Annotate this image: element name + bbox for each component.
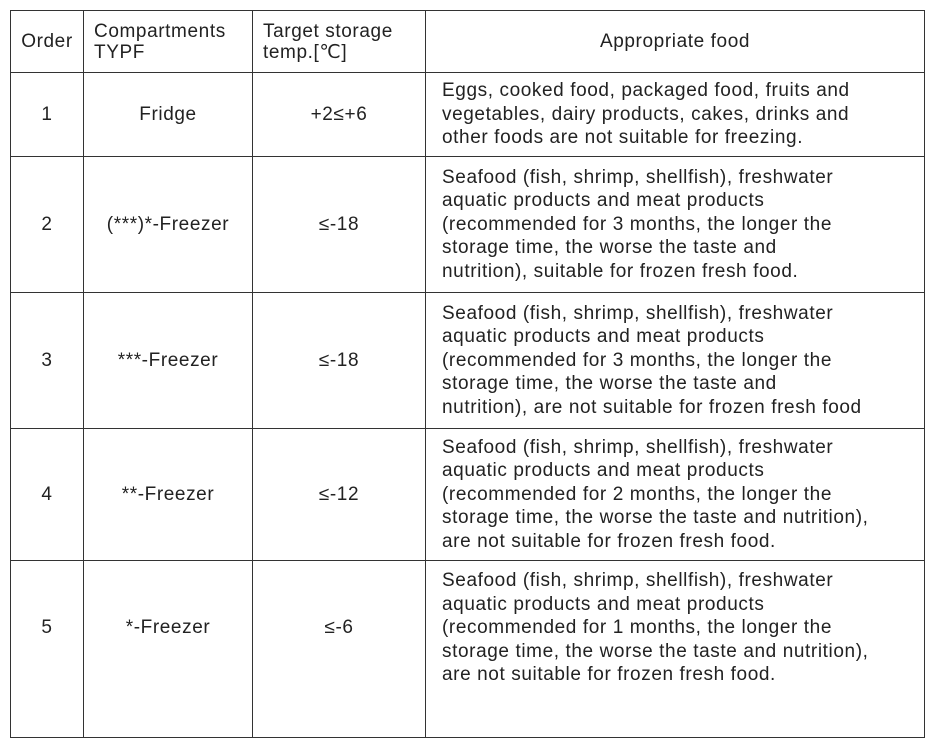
cell-food — [426, 73, 925, 157]
cell-temp: ≤-18 — [253, 157, 426, 293]
food-text: Seafood (fish, shrimp, shellfish), freshwater aquatic products and meat products (recommended for 3 months, the longer the storage time, the worse the taste and nutrition), suitable for frozen fresh food. — [442, 166, 834, 282]
cell-temp: ≤-12 — [253, 429, 426, 561]
table-row — [11, 73, 925, 157]
cell-order: 2 — [11, 157, 84, 293]
header-compartments-line2: TYPF — [94, 41, 145, 63]
cell-temp: +2≤+6 — [253, 73, 426, 157]
food-text: Seafood (fish, shrimp, shellfish), freshwater aquatic products and meat products (recommended for 3 months, the longer the storage time, the worse the taste and nutrition), are not suitable for frozen fresh food — [442, 302, 862, 418]
cell-order: 4 — [11, 429, 84, 561]
table-row — [11, 561, 925, 738]
cell-compartment: Fridge — [84, 73, 253, 157]
cell-compartment: ***-Freezer — [84, 293, 253, 429]
header-appropriate-food: Appropriate food — [426, 11, 925, 73]
header-order: Order — [11, 11, 84, 73]
header-temp-line1: Target storage — [263, 20, 393, 42]
table-header-row — [11, 11, 925, 73]
cell-order: 3 — [11, 293, 84, 429]
header-compartments — [84, 11, 253, 73]
food-text: Eggs, cooked food, packaged food, fruits and vegetables, dairy products, cakes, drinks and other foods are not suitable for freezing. — [442, 80, 850, 149]
food-text: Seafood (fish, shrimp, shellfish), freshwater aquatic products and meat products (recommended for 2 months, the longer the storage time, the worse the taste and nutrition), are not suitable for frozen fresh food. — [442, 436, 869, 552]
cell-order: 5 — [11, 561, 84, 738]
cell-food — [426, 561, 925, 738]
table-row — [11, 157, 925, 293]
cell-food — [426, 293, 925, 429]
header-compartments-line1: Compartments — [94, 20, 226, 42]
header-temp-line2: temp.[℃] — [263, 41, 348, 63]
cell-temp: ≤-18 — [253, 293, 426, 429]
cell-compartment: *-Freezer — [84, 561, 253, 738]
food-text: Seafood (fish, shrimp, shellfish), freshwater aquatic products and meat products (recommended for 1 months, the longer the storage time, the worse the taste and nutrition), are not suitable for frozen fresh food. — [442, 570, 869, 685]
food-storage-table — [10, 10, 925, 738]
cell-food — [426, 429, 925, 561]
cell-compartment: (***)*-Freezer — [84, 157, 253, 293]
table-row — [11, 293, 925, 429]
cell-temp: ≤-6 — [253, 561, 426, 738]
header-target-temp — [253, 11, 426, 73]
cell-compartment: **-Freezer — [84, 429, 253, 561]
cell-food — [426, 157, 925, 293]
cell-order: 1 — [11, 73, 84, 157]
table-row — [11, 429, 925, 561]
